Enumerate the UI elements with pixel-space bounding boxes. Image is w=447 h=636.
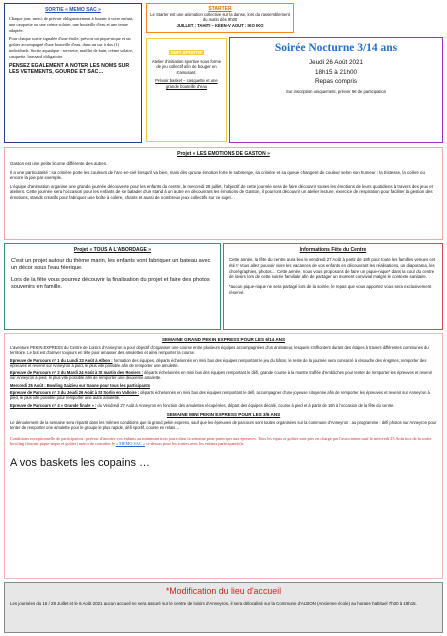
pekin-conditions-text: Conditions exceptionnelle de participation : prévoir d'inscrire vos enfants au minimum trois jours dans la semaine pour participer aux épreuves. Tous les repas et goûter sont pris en charge par l'association sauf le mercredi 25 Août lors de la sortie bowling (fournir pique-nique et goûter) merci de consulter le (10, 435, 432, 447)
fete-info-title: Informations Fête du Centre (299, 247, 367, 253)
pekin-epreuve-2-text: départs échelonnés en mini bus des équipes remportant le défi, grande course à la montre truffée d'embûches pour tenter de remporter les épreuves et revenir sur Anneyron à pied, le plus vite possible afin de remporter une deuxième amulette. (10, 370, 433, 381)
pekin-epreuve-4-text: du Vendredi 27 Août à Anneyron en fonction des amulettes récupérées, départ des équipes décalé, course à pied et à partir de 16h à l'occasion de la fête du centre. (96, 402, 395, 408)
defi-sportif-box (146, 38, 227, 142)
memo-sac-paragraph-2: Pour chaque sortie signalée d'une étoile, prévoir un pique-nique et un goûter accompagné d'une bouteille d'eau, dans un sac à dos (1) individuels. Sortie aquatique : serviette, maillot de bain, crème solaire, casquette, brassard obligatoire. (9, 36, 133, 59)
pekin-epreuve-1 (10, 358, 437, 369)
soiree-nocturne-box (229, 37, 443, 143)
pekin-express-box (4, 333, 443, 579)
pekin-epreuve-3-label: Epreuve de Parcours n° 3 du Jeudi 26 Août à St Sorlin en Valloire : (10, 390, 140, 396)
soiree-meal: Repas compris (315, 78, 357, 85)
pekin-conditions (10, 436, 437, 447)
pekin-bowling (10, 383, 437, 388)
soiree-nocturne-title: Soirée Nocturne 3/14 ans (274, 42, 398, 54)
defi-sportif-requirements: Prévoir basket – casquette et une grande bouteille d'eau (155, 78, 218, 89)
starter-description: Le Starter est une animation collective sur la danse, lors du rassemblement du matin dès 9h00 (150, 12, 290, 23)
pekin-epreuve-2 (10, 370, 437, 381)
pekin-grand-title: SEMAINE GRAND PEKIN EXPRESS POUR LES 6/14 ANS (161, 337, 286, 342)
soiree-registration-note: Sur inscription uniquement, prévoir 5€ de participation (285, 88, 387, 94)
fete-info-paragraph-1: Cette année, la fête du centre aura lieu le vendredi 27 Août à partir de 18h pour toute les familles venues cet été !! Vous allez pouvoir vivre les vacances de vos enfants en découvrant les réalisations, un diaporama, les chorégraphies, photos… Cette année, nous vous proposons de faire un pique-nique* dans la cour du centre de loisirs lors de cette soirée familiale afin de partager un moment convivial malgré le contexte sanitaire. (229, 257, 436, 280)
fete-info-paragraph-2: *aucun pique-nique ne sera partagé lors de la soirée, le repas que vous apportez vous sera exclusivement réservé. (229, 284, 432, 295)
pekin-conditions-tail: ci-dessus pour les sorties avec les enfants participant(e)s. (145, 441, 245, 447)
soiree-hours: 18h15 à 21h00 (314, 68, 358, 76)
defi-sportif-title: DEFI SPORTIF (170, 50, 203, 55)
memo-sac-title: SORTIE « MEMO SAC » (45, 7, 101, 13)
pekin-epreuve-2-label: Epreuve de Parcours n° 2 du Mardi 24 Août à St martin des Rosiers : (10, 370, 143, 376)
modification-box (4, 582, 443, 633)
pekin-epreuve-1-text: formation des équipes, départs échelonnés en mini bus des équipes remportant le jeu du bâton, le reste de la journée sera consacré à résoudre des énigmes, remporter des épreuves et revenir sur Anneyron à pied, le plus vite possible afin de remporter une amulette. (10, 357, 427, 368)
fete-info-box (223, 243, 443, 330)
emotions-paragraph-2: Il a une particularité : sa crinière porte les couleurs de l'arc-en-ciel lorsqu'il va bien, mais dès qu'une émotion forte le submerge, sa crinière et sa queue changent de couleur selon son humeur : la tristesse, la colère ou encore la joie par exemple. (10, 169, 425, 181)
abordage-project-box (4, 243, 221, 330)
emotions-paragraph-3: L'équipe d'animation organise une grande journée découverte pour les enfants du centre, le mercredi 28 juillet, l'objectif de cette journée sera de faire découvrir toutes les émotions de leurs quotidiens à travers des jeux et ateliers. Cette journée sera l'occasion pour les enfants de se balader d'un stand à un autre en découvrant les émotions de Gaston, il pourront découvrir un atelier lecture, exercice de respiration pour faciliter la gestion des émotions, stands créatifs pour fabriquer une boîte à colère, chants et aussi de nombreux jeux collectifs sur ce sujet… (10, 183, 433, 200)
starter-title: STARTER (208, 6, 232, 12)
pekin-epreuve-4-label: Epreuve de Parcours n° 4 « Grande finale » : (10, 402, 97, 408)
defi-sportif-description: Atelier d'initiation sportive sous forme de jeu collectif afin de bouger en s'amusant. (151, 59, 222, 75)
memo-sac-box (4, 3, 142, 143)
emotions-paragraph-1: Gaston est une petite licorne différente des autres. (10, 161, 108, 166)
pekin-intro: L'aventure PEKIN EXPRESS du Centre de Loisirs d'Anneyron a pour objectif d'organiser une course entre plusieurs équipes accompagnées d'un animateur, lesquels s'affrontent durant des étapes à travers différentes communes du territoire. Le but est d'arriver toujours en tête pour amasser des amulettes et ainsi remporter la course. (10, 345, 429, 356)
pekin-mini-title: SEMAINE MINI PEKIN EXPRESS POUR LES 3/6 ANS (166, 411, 281, 417)
emotions-project-box (4, 147, 443, 240)
pekin-epreuve-3 (10, 390, 437, 401)
abordage-paragraph-1: C'est un projet autour du thème marin, les enfants vont fabriquer un bateau avec un décor sous l'eau féerique. (11, 258, 211, 271)
emotions-project-title: Projet « LES EMOTIONS DE GASTON » (177, 151, 270, 157)
starter-songs: JUILLET : TAHITI – KEEN-V AOUT : IKO IKO (176, 22, 264, 28)
memo-sac-paragraph-1: Chaque jour, merci de prévoir obligatoirement à fournir à votre enfant, une casquette ou une crème solaire, une bouteille d'eau et une tenue adaptée. (9, 16, 134, 33)
pekin-baskets-tagline: A vos baskets les copains … (10, 456, 151, 469)
pekin-mini-text: Le déroulement de la semaine sera répartit dans les mêmes conditions que la grand pekin express, sauf que les épreuves de parcours sont toutes organisées sur la commune d'Anneyron : au programme : défi photos sur Anneyron pour tenter de remporter une amulette pour le groupe le plus rapide, défi sportif, course en relais… (10, 419, 437, 431)
modification-title: *Modification du lieu d'accueil (165, 586, 282, 596)
starter-box (146, 3, 294, 33)
soiree-date: Jeudi 26 Août 2021 (309, 59, 363, 66)
pekin-memo-sac-link[interactable]: « MEMO SAC » (115, 441, 146, 447)
pekin-bowling-label: Mercredi 25 Août : Bowling Saizieu sur Saone pour tous les participants (10, 382, 150, 388)
abordage-project-title: Projet « TOUS A L'ABORDAGE » (73, 247, 152, 253)
abordage-paragraph-2: Lors de la fête vous pourrez découvrir la finalisation du projet et faire des photos souvenirs en famille. (11, 277, 210, 290)
pekin-epreuve-3-text: départs échelonnés en mini bus des équipes remportant le défi, accompagner d'une joyeuse citoyenne afin de remporter les épreuves et revenir sur Anneyron à pied, le plus vite possible pour remporter une autre amulette. (10, 390, 430, 401)
modification-text: Les journées du 16 / 28 Juillet et le 6 Août 2021 aucun accueil ne sera assuré sur le centre de loisirs d'Anneyron, il sera délocalisé sur la Commune d'ALBON (Ancienne école) au horaire habituel 7h30 à 18h15. (10, 601, 417, 606)
memo-sac-reminder: PENSEZ EGALEMENT A NOTER LES NOMS SUR LES VETEMENTS, GOURDE ET SAC… (9, 62, 130, 75)
pekin-epreuve-1-label: Epreuve de Parcours n° 1 du Lundi 23 Août à Albon : (10, 357, 113, 363)
pekin-epreuve-4 (10, 403, 437, 408)
